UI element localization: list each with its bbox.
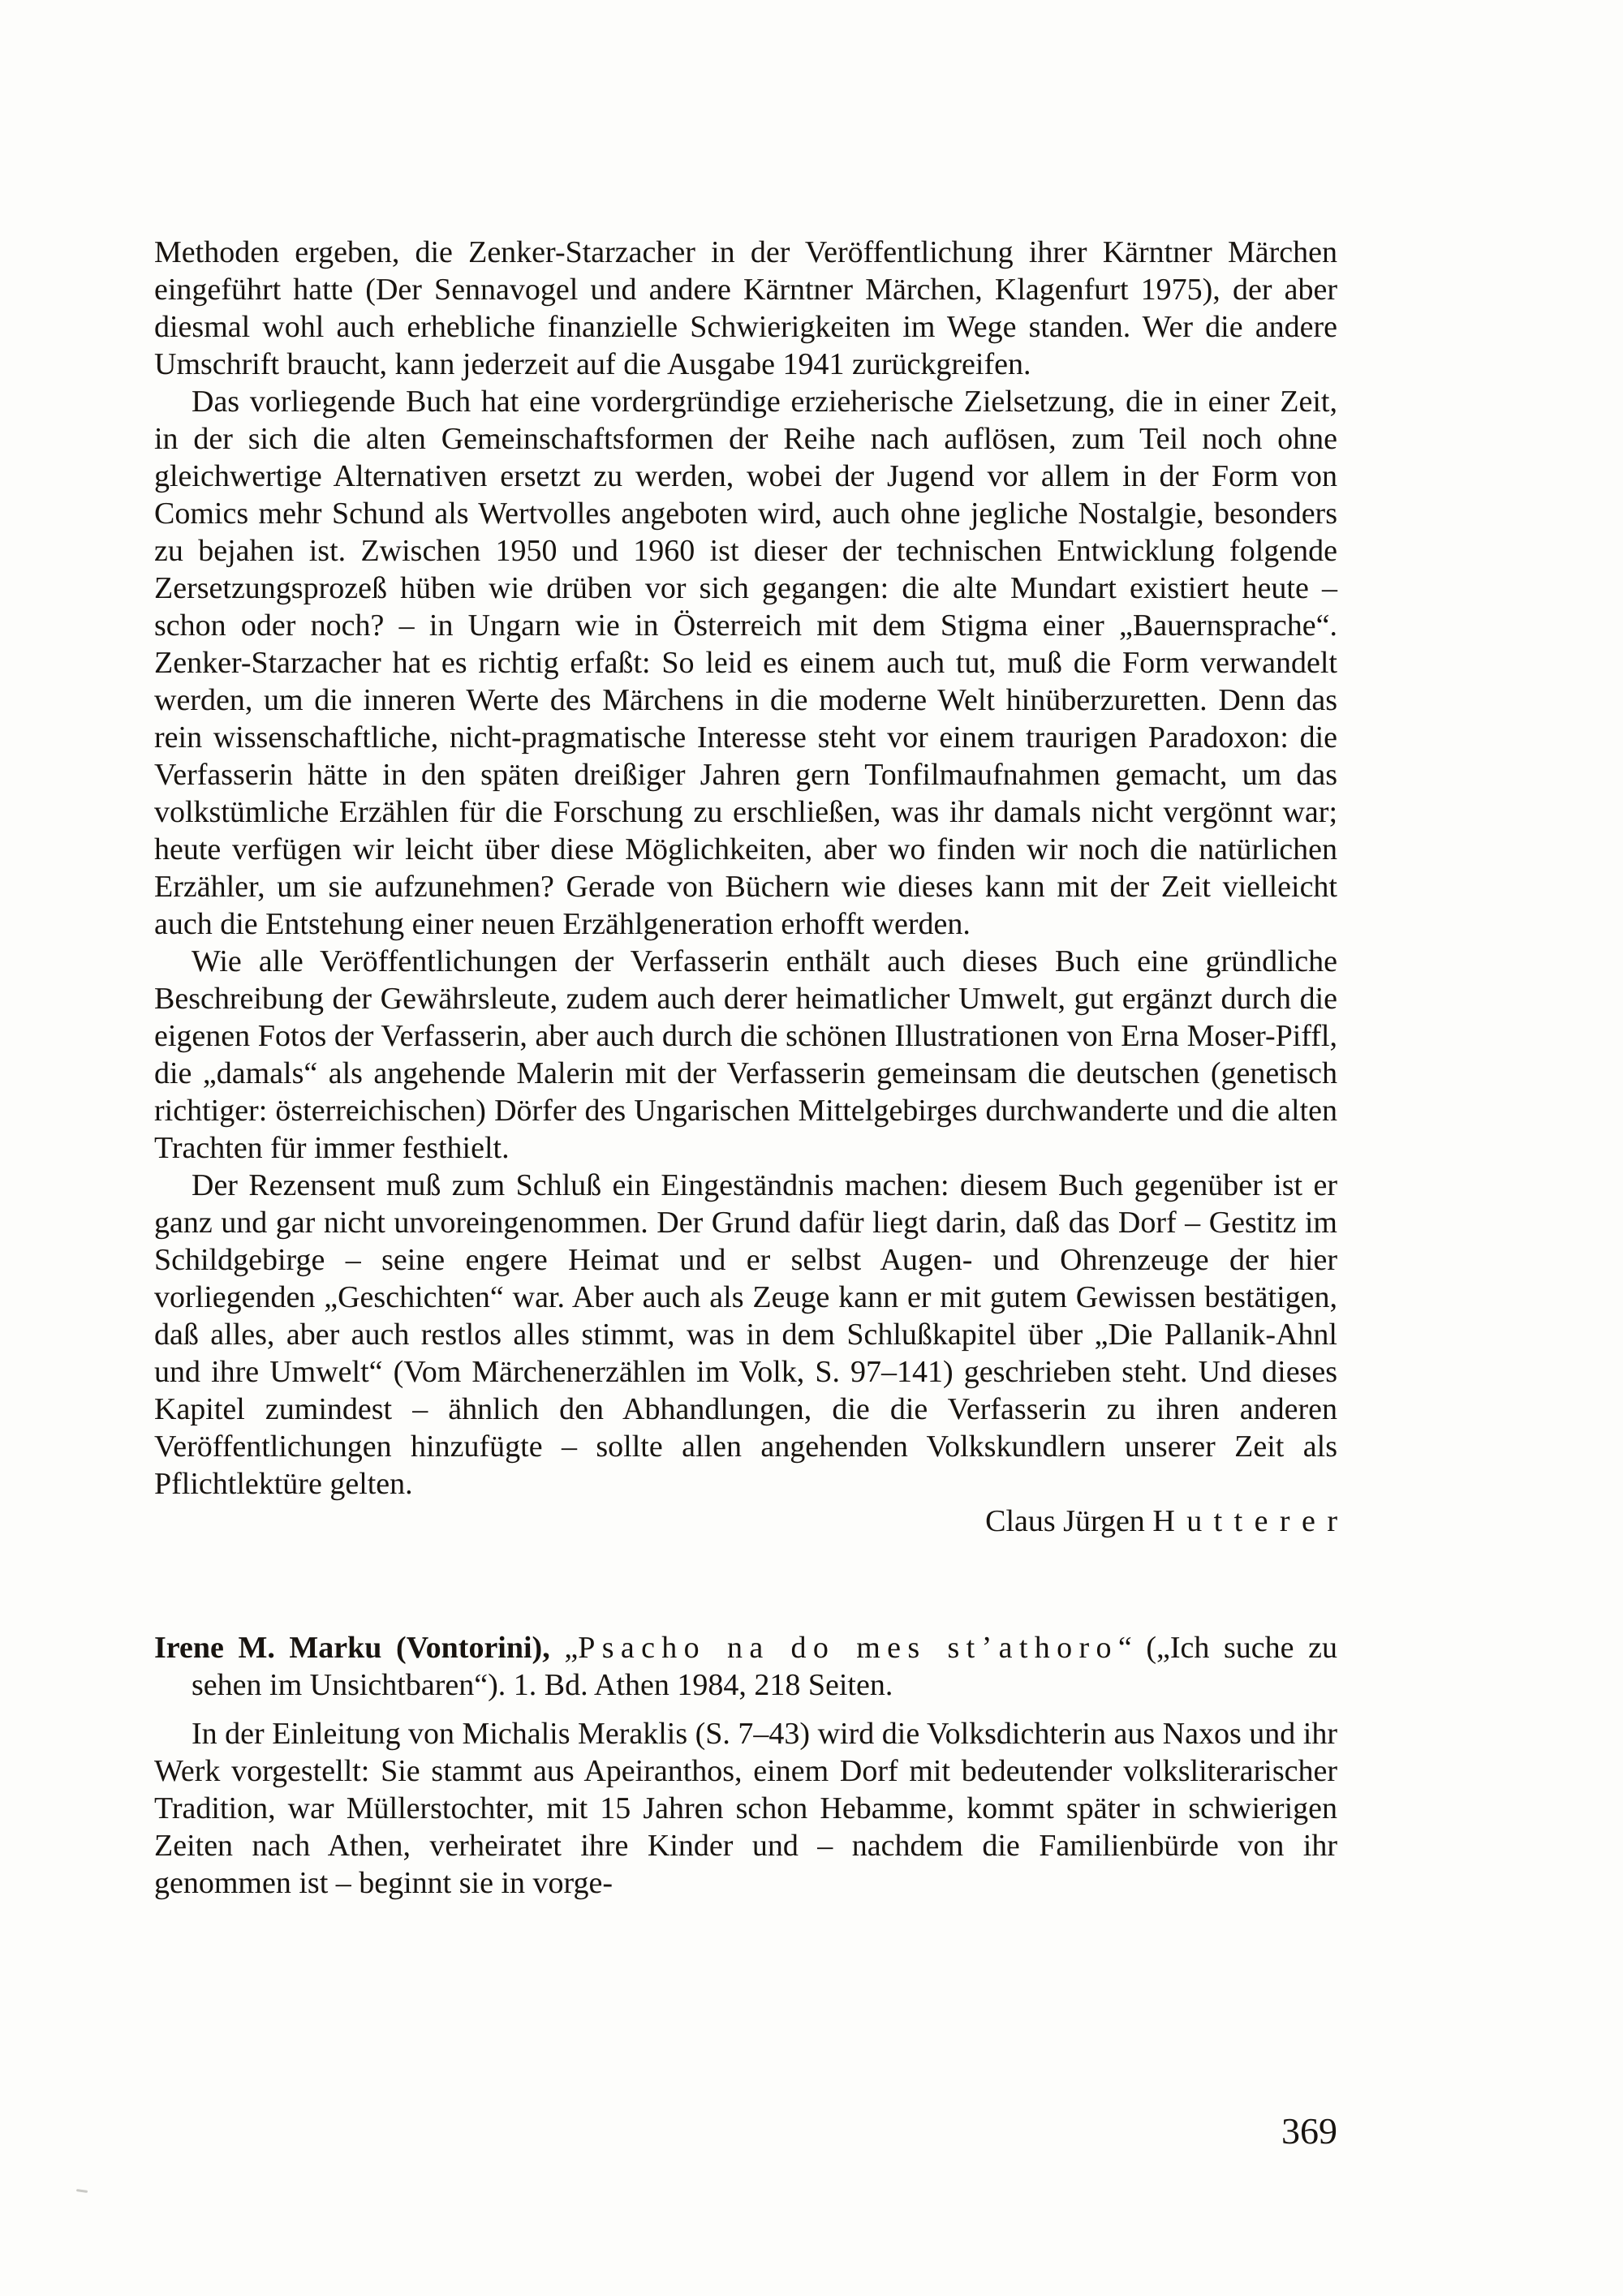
review-heading-author: Irene M. Marku (Vontorini), [154,1631,550,1665]
review-marku [154,1629,1337,1902]
reviewer-surname-letterspaced: Hutterer [1152,1504,1350,1538]
review-heading [154,1629,1337,1704]
review-heading-open-quote: „ [549,1631,579,1665]
page-number: 369 [1281,2110,1337,2152]
text-column [154,234,1350,1902]
review-hutterer [154,234,1350,1540]
review-heading-title-letterspaced: Psacho na do mes st’athoro [578,1631,1118,1665]
reviewer-first-names: Claus Jürgen [985,1504,1153,1538]
paragraph: Wie alle Veröffentlichungen der Verfasserin enthält auch dieses Buch eine gründliche Beschreibung der Gewährsleute, zudem auch derer heimatlicher Umwelt, gut ergänzt durch die eigenen Fotos der Verfasserin, aber auch durch die schönen Illustrationen von Erna Moser-Piffl, die „damals“ als angehende Malerin mit der Verfasserin gemeinsam die deutschen (genetisch richtiger: österreichischen) Dörfer des Ungarischen Mittelgebirges durchwanderte und die alten Trachten für immer festhielt. [154,944,1337,1165]
reviewer-signature [154,1503,1350,1540]
paragraph: Der Rezensent muß zum Schluß ein Eingeständnis machen: diesem Buch gegenüber ist er ganz und gar nicht unvoreingenommen. Der Grund dafür liegt darin, daß das Dorf – Gestitz im Schildgebirge – seine engere Heimat und er selbst Augen- und Ohrenzeuge der hier vorliegenden „Geschichten“ war. Aber auch als Zeuge kann er mit gutem Gewissen bestätigen, daß alles, aber auch restlos alles stimmt, was in dem Schlußkapitel über „Die Pallanik-Ahnl und ihre Umwelt“ (Vom Märchenerzählen im Volk, S. 97–141) geschrieben steht. Und dieses Kapitel zumindest – ähnlich den Abhandlungen, die die Verfasserin zu ihren anderen Veröffentlichungen hinzufügte – sollte allen angehenden Volkskundlern unserer Zeit als Pflichtlektüre gelten. [154,1168,1337,1501]
review-heading-imprint: “ („Ich suche zu sehen im Unsichtbaren“). 1. Bd. Athen 1984, 218 Seiten. [192,1631,1337,1702]
paragraph: Das vorliegende Buch hat eine vordergründige erzieherische Zielsetzung, die in einer Zeit, in der sich die alten Gemeinschaftsformen der Reihe nach auflösen, zum Teil noch ohne gleichwertige Alternativen ersetzt zu werden, wobei der Jugend vor allem in der Form von Comics mehr Schund als Wertvolles angeboten wird, auch ohne jegliche Nostalgie, besonders zu bejahen ist. Zwischen 1950 und 1960 ist dieser der technischen Entwicklung folgende Zersetzungsprozeß hüben wie drüben vor sich gegangen: die alte Mundart existiert heute – schon oder noch? – in Ungarn wie in Österreich mit dem Stigma einer „Bauernsprache“. Zenker-Starzacher hat es richtig erfaßt: So leid es einem auch tut, muß die Form verwandelt werden, um die inneren Werte des Märchens in die moderne Welt hinüberzuretten. Denn das rein wissenschaftliche, nicht-pragmatische Interesse steht vor einem traurigen Paradoxon: die Verfasserin hätte in den späten dreißiger Jahren gern Tonfilmaufnahmen gemacht, um das volkstümliche Erzählen für die Forschung zu erschließen, was ihr damals nicht vergönnt war; heute verfügen wir leicht über diese Möglichkeiten, aber wo finden wir noch die natürlichen Erzähler, um sie aufzunehmen? Gerade von Büchern wie dieses kann mit der Zeit vielleicht auch die Entstehung einer neuen Erzählgeneration erhofft werden. [154,385,1337,941]
paragraph: In der Einleitung von Michalis Meraklis (S. 7–43) wird die Volksdichterin aus Naxos und ihr Werk vorgestellt: Sie stammt aus Apeiranthos, einem Dorf mit bedeutender volksliterarischer Tradition, war Müllerstochter, mit 15 Jahren schon Hebamme, kommt später in schwierigen Zeiten nach Athen, verheiratet ihre Kinder und – nachdem die Familienbürde von ihr genommen ist – beginnt sie in vorge- [154,1717,1337,1900]
paragraph-continuation: Methoden ergeben, die Zenker-Starzacher in der Veröffentlichung ihrer Kärntner Märchen eingeführt hatte (Der Sennavogel und andere Kärntner Märchen, Klagenfurt 1975), der aber diesmal wohl auch erhebliche finanzielle Schwierigkeiten im Wege standen. Wer die andere Umschrift braucht, kann jederzeit auf die Ausgabe 1941 zurückgreifen. [154,235,1337,381]
scan-artifact-mark [76,2189,88,2193]
